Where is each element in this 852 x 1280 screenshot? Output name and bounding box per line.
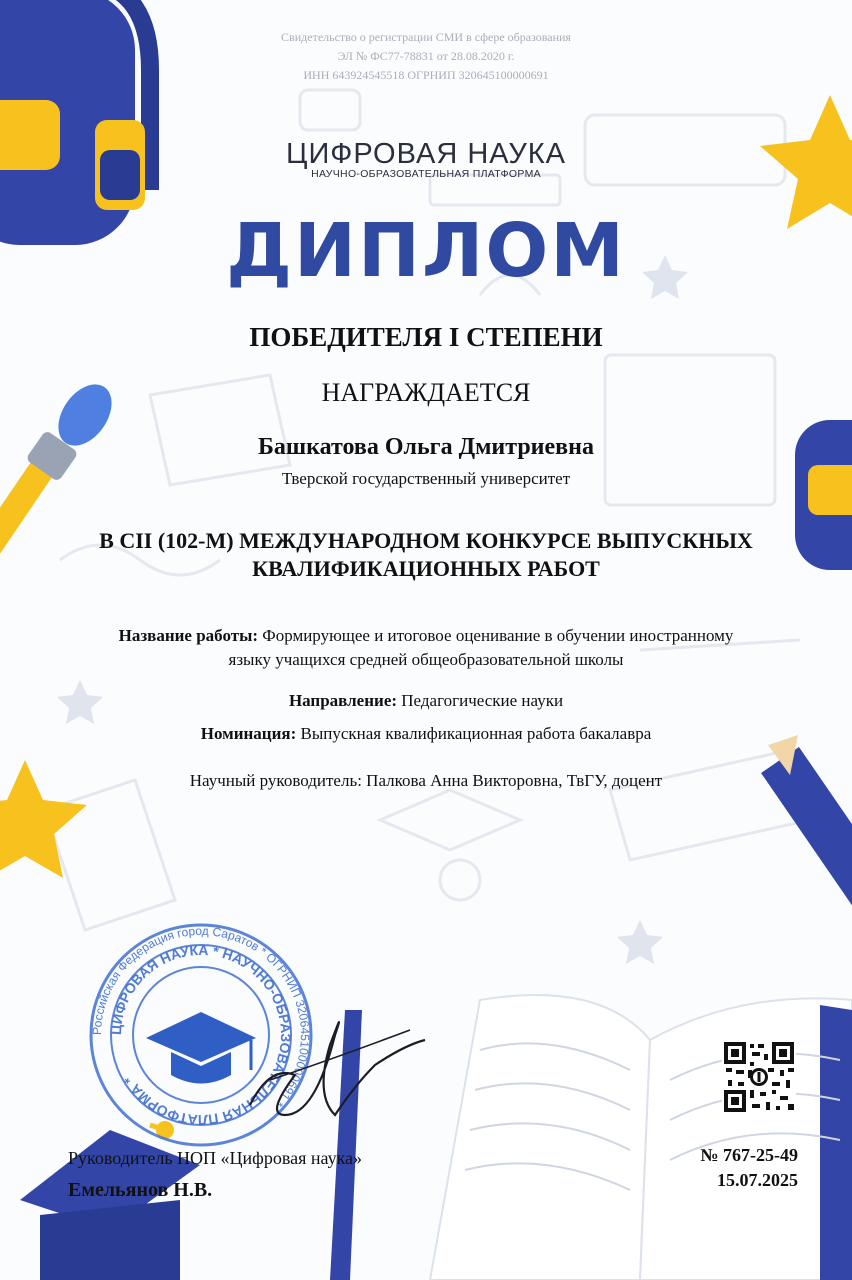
signatory-name: Емельянов Н.В. xyxy=(68,1179,213,1201)
document-date: 15.07.2025 xyxy=(717,1170,798,1190)
work-title-line: Формирующее и итоговое оценивание в обучении иностранному xyxy=(262,626,734,645)
recipient-name: Башкатова Ольга Дмитриевна xyxy=(258,434,594,460)
registration-line: ИНН 643924545518 ОГРНИП 320645100000691 xyxy=(303,68,549,82)
contest-line: КВАЛИФИКАЦИОННЫХ РАБОТ xyxy=(252,556,600,581)
nomination-row xyxy=(0,724,852,744)
diploma-title: ДИПЛОМ xyxy=(226,208,626,294)
contest-name xyxy=(0,527,852,583)
nomination-label: Номинация: xyxy=(200,724,297,743)
direction-row xyxy=(0,691,852,711)
qr-code xyxy=(722,1040,796,1114)
degree-heading: ПОБЕДИТЕЛЯ I СТЕПЕНИ xyxy=(249,322,603,352)
direction-value: Педагогические науки xyxy=(401,691,564,710)
brand-subtitle: НАУЧНО-ОБРАЗОВАТЕЛЬНАЯ ПЛАТФОРМА xyxy=(311,168,541,180)
registration-info xyxy=(0,28,852,85)
supervisor-row: Научный руководитель: Палкова Анна Викторовна, ТвГУ, доцент xyxy=(189,771,663,790)
registration-line: Свидетельство о регистрации СМИ в сфере образования xyxy=(281,30,571,44)
work-label: Название работы: xyxy=(118,626,259,645)
signature-image xyxy=(240,1010,430,1140)
awarded-heading: НАГРАЖДАЕТСЯ xyxy=(321,378,531,407)
stamp-inner-text: ЦИФРОВАЯ НАУКА * НАУЧНО-ОБРАЗОВАТЕЛЬНАЯ ПЛАТФОРМА * xyxy=(107,941,295,1129)
brand-name: ЦИФРОВАЯ НАУКА xyxy=(286,138,566,170)
work-title-line: языку учащихся средней общеобразовательной школы xyxy=(228,650,624,669)
nomination-value: Выпускная квалификационная работа бакалавра xyxy=(300,724,652,743)
signatory-label: Руководитель НОП «Цифровая наука» xyxy=(68,1148,363,1168)
direction-label: Направление: xyxy=(288,691,398,710)
registration-line: ЭЛ № ФС77-78831 от 28.08.2020 г. xyxy=(337,49,515,63)
contest-line: В CII (102-М) МЕЖДУНАРОДНОМ КОНКУРСЕ ВЫПУСКНЫХ xyxy=(99,528,753,553)
document-number: № 767-25-49 xyxy=(700,1145,798,1165)
work-title xyxy=(0,624,852,672)
stamp-outer-text: Российская Федерация город Саратов * ОГРНИП 320645100000691 * xyxy=(89,923,313,1110)
recipient-organization: Тверской государственный университет xyxy=(281,469,571,488)
